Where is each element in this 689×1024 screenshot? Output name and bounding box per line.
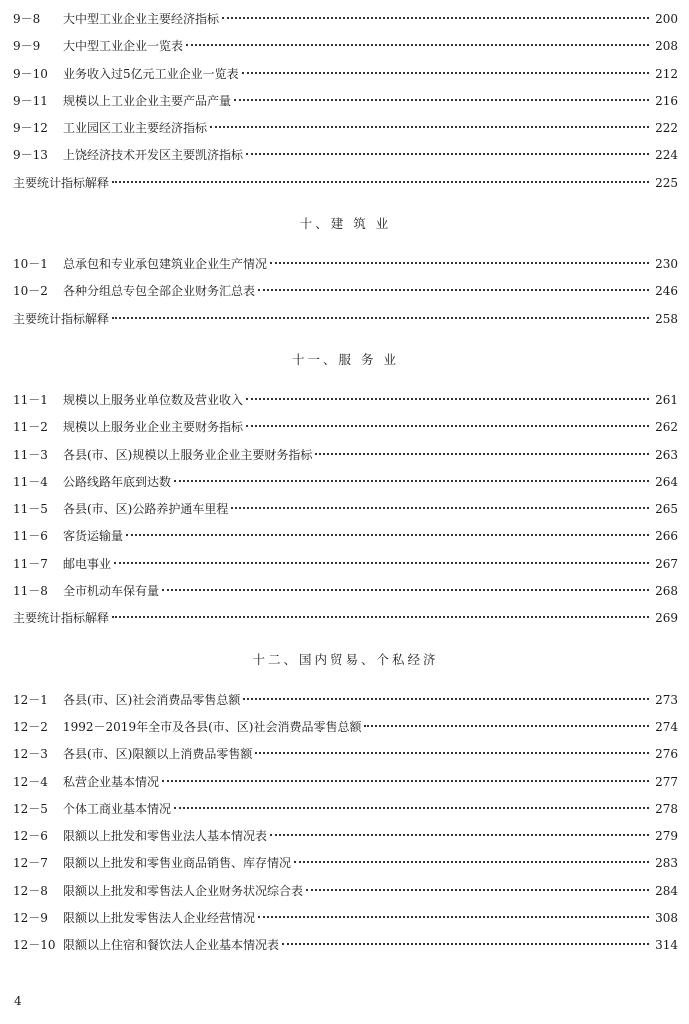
entry-page: 277: [655, 774, 678, 789]
entry-page: 208: [655, 39, 678, 54]
entry-number: 12－6: [13, 829, 48, 844]
dot-leader: [112, 317, 649, 319]
entry-number: 9－9: [13, 39, 41, 54]
entry-page: 246: [655, 284, 678, 299]
entry-page: 278: [655, 801, 678, 816]
entry-title: 总承包和专业承包建筑业企业生产情况: [63, 257, 268, 272]
entry-page: 269: [655, 611, 678, 626]
entry-number: 12－4: [13, 774, 48, 789]
entry-page: 212: [655, 66, 678, 81]
toc-entry[interactable]: [13, 278, 678, 305]
entry-title: 1992－2019年全市及各县(市、区)社会消费品零售总额: [63, 719, 362, 734]
toc-entry[interactable]: [13, 61, 678, 88]
toc-entry[interactable]: [13, 769, 678, 796]
dot-leader: [246, 153, 649, 155]
dot-leader: [243, 698, 649, 700]
table-of-contents: [13, 6, 678, 960]
entry-title: 大中型工业企业主要经济指标: [63, 12, 220, 26]
entry-number: 11－3: [13, 447, 48, 462]
dot-leader: [162, 589, 649, 591]
entry-title: 规模以上服务业企业主要财务指标: [63, 420, 244, 435]
entry-page: 314: [655, 938, 678, 953]
toc-entry[interactable]: [13, 714, 678, 741]
dot-leader: [282, 943, 649, 945]
entry-title: 各县(市、区)社会消费品零售总额: [63, 692, 241, 707]
toc-entry[interactable]: [13, 741, 678, 768]
dot-leader: [162, 780, 649, 782]
entry-page: 224: [655, 148, 678, 163]
section-heading: 十、建 筑 业: [299, 216, 392, 232]
entry-number: 12－9: [13, 911, 48, 926]
entry-title: 邮电事业: [63, 556, 112, 571]
toc-entry[interactable]: [13, 387, 678, 414]
entry-page: 262: [655, 420, 678, 435]
dot-leader: [364, 725, 649, 727]
section-heading: 十二、国内贸易、个私经济: [252, 651, 439, 667]
entry-page: 225: [655, 175, 678, 190]
toc-entry[interactable]: [13, 142, 678, 169]
entry-title: 各县(市、区)限额以上消费品零售额: [63, 747, 253, 762]
dot-leader: [112, 181, 649, 183]
entry-page: 200: [655, 12, 678, 26]
entry-title: 个体工商业基本情况: [63, 801, 172, 816]
entry-number: 10－2: [13, 284, 48, 299]
toc-entry[interactable]: [13, 850, 678, 877]
toc-entry[interactable]: [13, 687, 678, 714]
toc-entry[interactable]: [13, 442, 678, 469]
toc-entry[interactable]: [13, 878, 678, 905]
entry-title: 业务收入过5亿元工业企业一览表: [63, 66, 239, 81]
dot-leader: [114, 562, 649, 564]
dot-leader: [270, 262, 649, 264]
entry-title: 限额以上住宿和餐饮法人企业基本情况表: [63, 938, 280, 953]
entry-title: 各县(市、区)规模以上服务业企业主要财务指标: [63, 447, 313, 462]
entry-title: 大中型工业企业一览表: [63, 39, 184, 54]
entry-page: 308: [655, 911, 678, 926]
dot-leader: [294, 861, 649, 863]
entry-page: 216: [655, 93, 678, 108]
dot-leader: [186, 44, 649, 46]
entry-page: 267: [655, 556, 678, 571]
toc-entry[interactable]: [13, 414, 678, 441]
entry-title: 限额以上批发和零售业商品销售、库存情况: [63, 856, 292, 871]
entry-page: 276: [655, 747, 678, 762]
entry-number: 9－8: [13, 12, 41, 26]
entry-number: 9－11: [13, 93, 48, 108]
toc-entry[interactable]: [13, 88, 678, 115]
entry-title: 各县(市、区)公路养护通车里程: [63, 502, 229, 517]
toc-entry[interactable]: [13, 170, 678, 197]
dot-leader: [258, 289, 649, 291]
entry-number: 12－8: [13, 883, 48, 898]
entry-title: 限额以上批发零售法人企业经营情况: [63, 911, 256, 926]
entry-page: 265: [655, 502, 678, 517]
dot-leader: [222, 17, 649, 19]
toc-entry[interactable]: [13, 932, 678, 959]
entry-page: 222: [655, 121, 678, 136]
entry-title: 各种分组总专包全部企业财务汇总表: [63, 284, 256, 299]
entry-number: 12－1: [13, 692, 48, 707]
entry-page: 264: [655, 474, 678, 489]
toc-entry[interactable]: [13, 6, 678, 33]
entry-page: 266: [655, 529, 678, 544]
dot-leader: [234, 99, 649, 101]
dot-leader: [270, 834, 649, 836]
dot-leader: [174, 480, 649, 482]
entry-title: 限额以上批发和零售业法人基本情况表: [63, 829, 268, 844]
entry-number: 9－12: [13, 121, 48, 136]
entry-title: 主要统计指标解释: [13, 175, 110, 190]
dot-leader: [126, 534, 649, 536]
entry-number: 11－1: [13, 392, 48, 407]
dot-leader: [242, 72, 649, 74]
entry-number: 11－8: [13, 584, 48, 599]
entry-page: 268: [655, 584, 678, 599]
entry-number: 11－6: [13, 529, 48, 544]
toc-entry[interactable]: [13, 605, 678, 632]
dot-leader: [306, 889, 649, 891]
dot-leader: [258, 916, 649, 918]
entry-page: 273: [655, 692, 678, 707]
toc-entry[interactable]: [13, 523, 678, 550]
toc-entry[interactable]: [13, 578, 678, 605]
entry-number: 11－2: [13, 420, 48, 435]
section-heading: 十一、服 务 业: [292, 351, 399, 367]
entry-title: 限额以上批发和零售法人企业财务状况综合表: [63, 883, 304, 898]
entry-title: 主要统计指标解释: [13, 311, 110, 326]
dot-leader: [246, 398, 649, 400]
toc-entry[interactable]: [13, 496, 678, 523]
entry-page: 258: [655, 311, 678, 326]
entry-page: 283: [655, 856, 678, 871]
dot-leader: [210, 126, 649, 128]
entry-number: 12－10: [13, 938, 56, 953]
entry-page: 263: [655, 447, 678, 462]
dot-leader: [315, 453, 649, 455]
entry-page: 230: [655, 257, 678, 272]
dot-leader: [112, 616, 649, 618]
entry-number: 9－10: [13, 66, 48, 81]
toc-entry[interactable]: [13, 251, 678, 278]
toc-entry[interactable]: [13, 115, 678, 142]
entry-number: 12－7: [13, 856, 48, 871]
entry-number: 12－3: [13, 747, 48, 762]
entry-number: 11－5: [13, 502, 48, 517]
dot-leader: [246, 425, 649, 427]
entry-title: 规模以上工业企业主要产品产量: [63, 93, 232, 108]
entry-number: 12－5: [13, 801, 48, 816]
entry-page: 261: [655, 392, 678, 407]
toc-entry[interactable]: [13, 33, 678, 60]
entry-title: 公路线路年底到达数: [63, 474, 172, 489]
entry-title: 私营企业基本情况: [63, 774, 160, 789]
dot-leader: [174, 807, 649, 809]
dot-leader: [231, 507, 649, 509]
page-number: 4: [14, 994, 22, 1008]
entry-number: 11－4: [13, 474, 48, 489]
entry-number: 12－2: [13, 719, 48, 734]
toc-entry[interactable]: [13, 905, 678, 932]
toc-entry[interactable]: [13, 306, 678, 333]
toc-entry[interactable]: [13, 796, 678, 823]
toc-entry[interactable]: [13, 823, 678, 850]
entry-page: 284: [655, 883, 678, 898]
toc-entry[interactable]: [13, 551, 678, 578]
dot-leader: [255, 752, 649, 754]
entry-number: 10－1: [13, 257, 48, 272]
toc-entry[interactable]: [13, 469, 678, 496]
entry-number: 9－13: [13, 148, 48, 163]
entry-title: 客货运输量: [63, 529, 124, 544]
entry-number: 11－7: [13, 556, 48, 571]
entry-page: 274: [655, 719, 678, 734]
entry-title: 上饶经济技术开发区主要凯济指标: [63, 148, 244, 163]
entry-title: 工业园区工业主要经济指标: [63, 121, 208, 136]
entry-title: 规模以上服务业单位数及营业收入: [63, 392, 244, 407]
entry-title: 主要统计指标解释: [13, 611, 110, 626]
entry-title: 全市机动车保有量: [63, 584, 160, 599]
entry-page: 279: [655, 829, 678, 844]
